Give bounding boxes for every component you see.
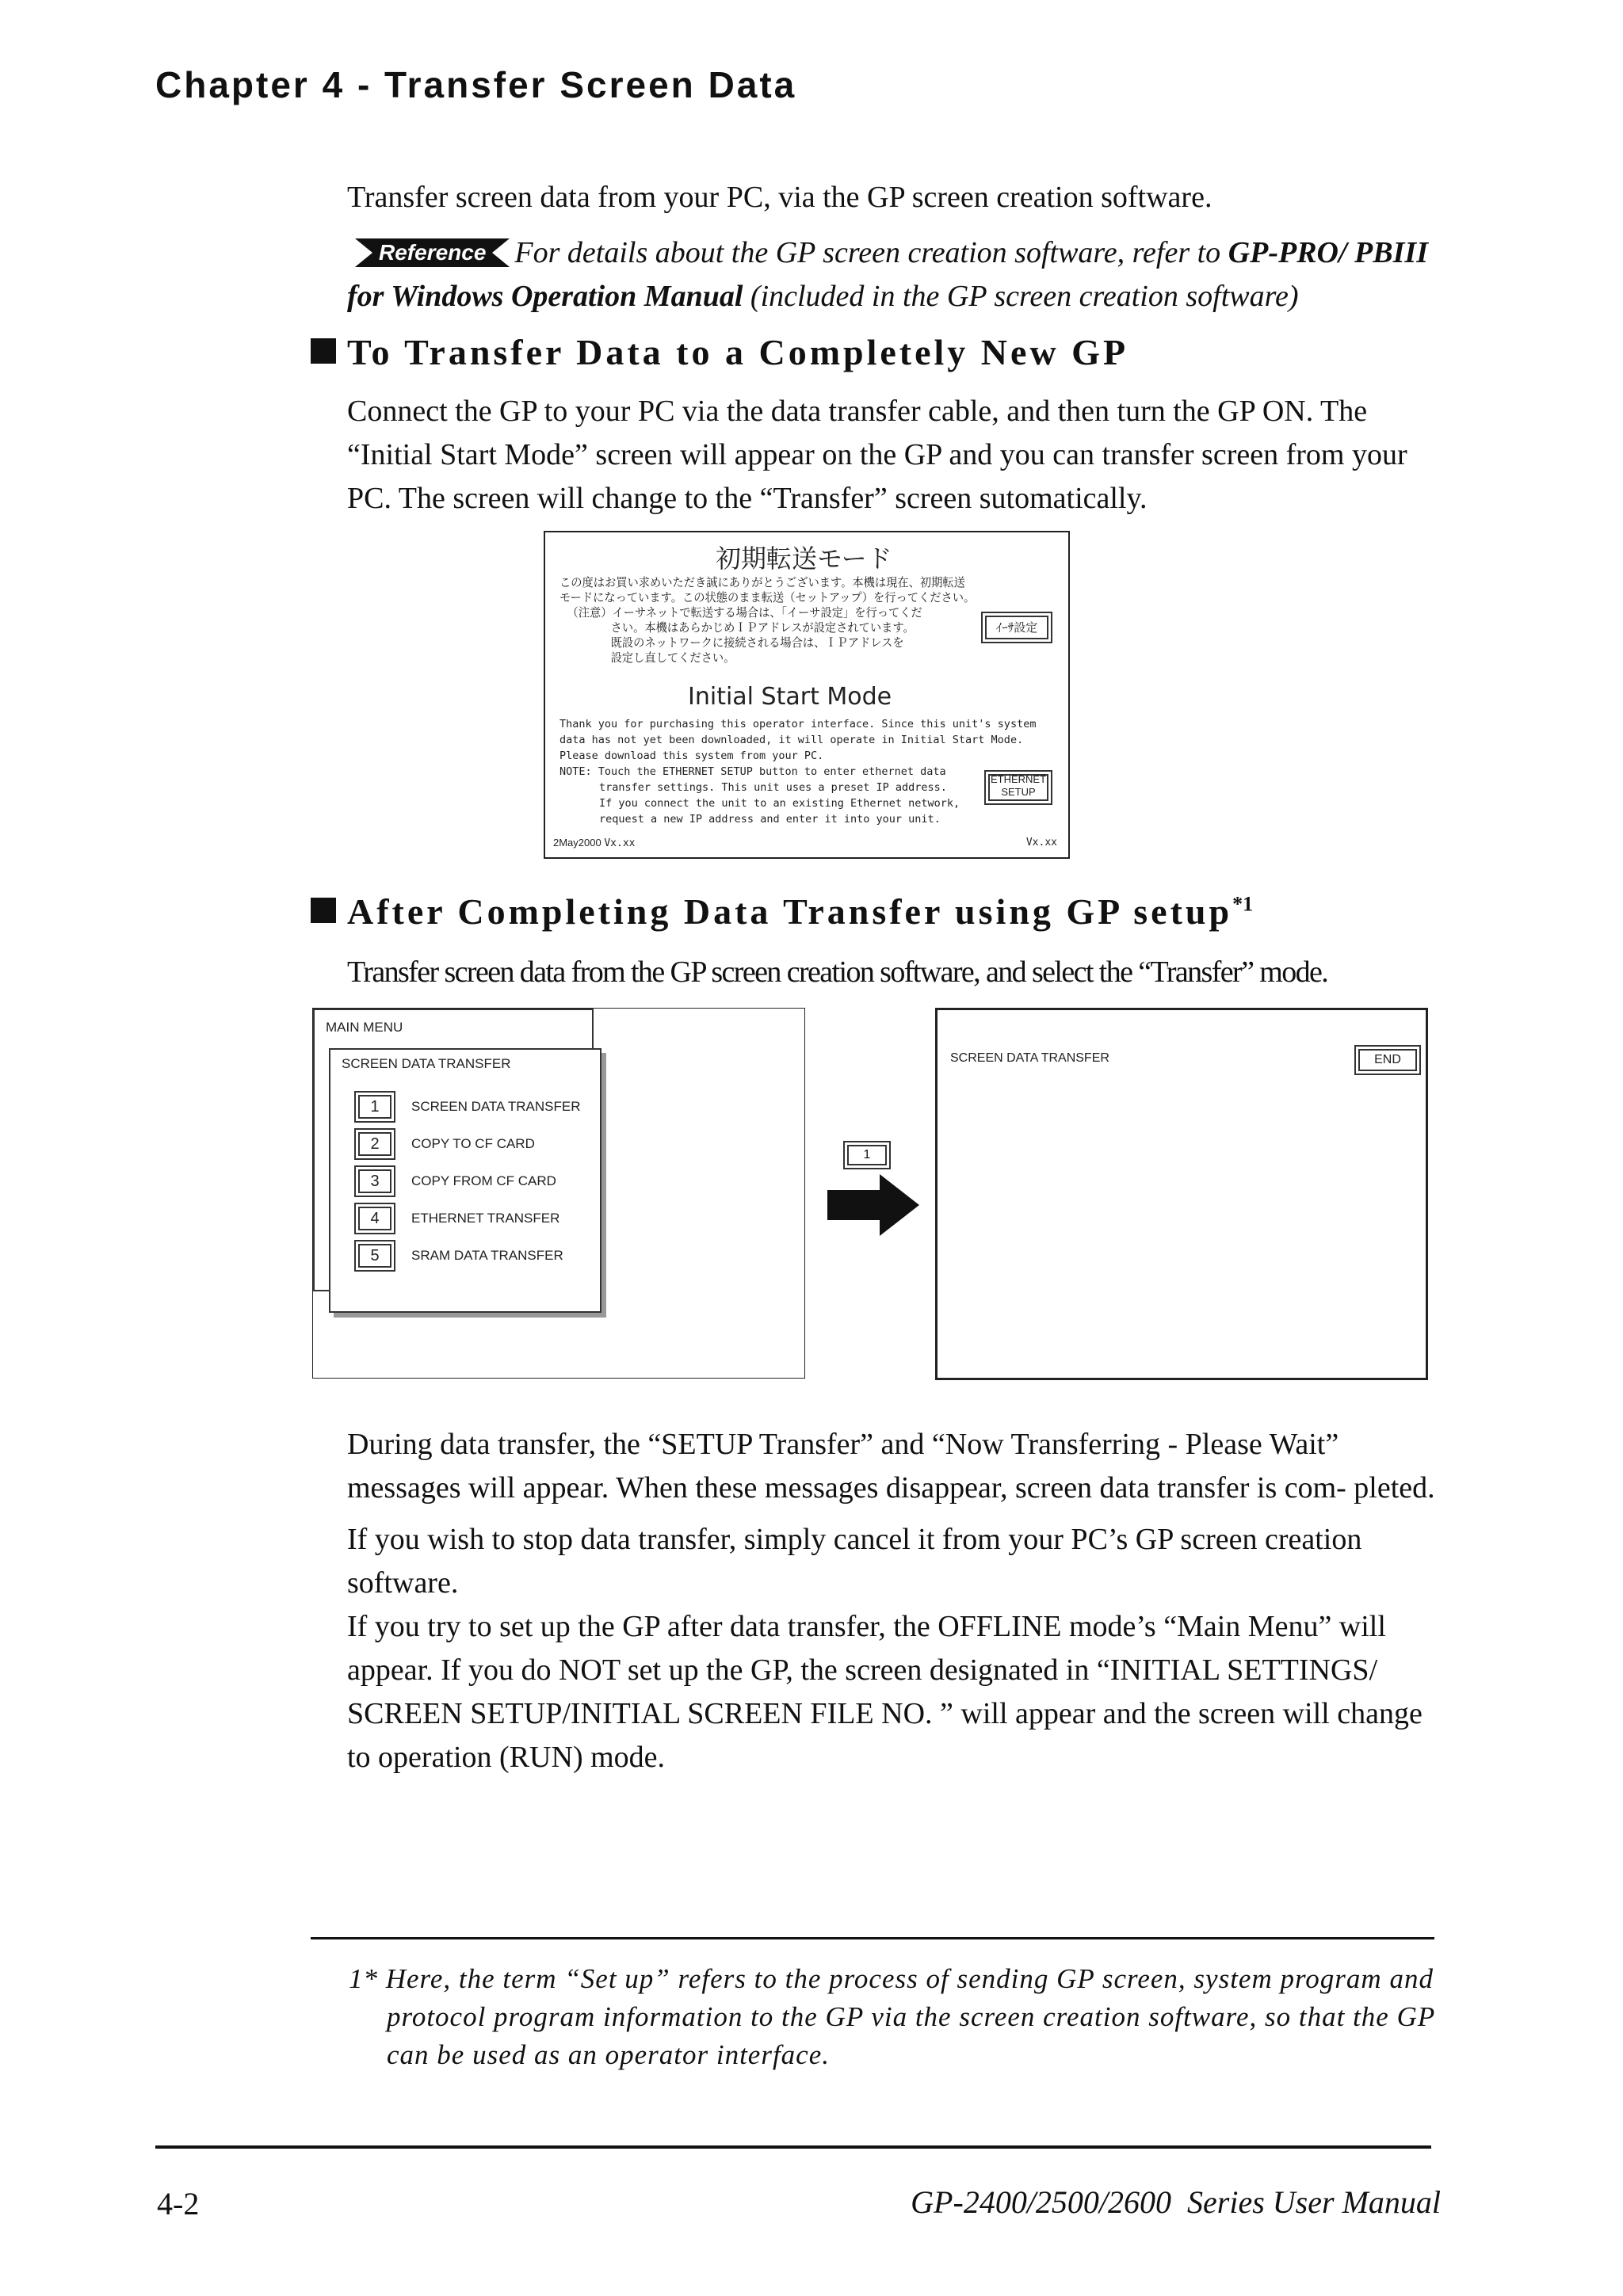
menu-item[interactable] <box>354 1240 592 1273</box>
intro-paragraph <box>347 176 1441 219</box>
en-screen-title: Initial Start Mode <box>688 683 892 711</box>
transfer-screen-title: SCREEN DATA TRANSFER <box>950 1051 1109 1065</box>
square-bullet-icon <box>311 898 336 923</box>
jp-line: 既設のネットワークに接続される場合は、ＩＰアドレスを <box>610 635 904 650</box>
en-line: Please download this system from your PC. <box>559 749 824 762</box>
section-heading-text: After Completing Data Transfer using GP setup <box>347 891 1233 932</box>
menu-item-number[interactable]: 4 <box>354 1203 395 1234</box>
reference-post: (included in the GP screen creation software) <box>743 280 1299 313</box>
screen-data-transfer-window <box>329 1048 601 1313</box>
menu-item[interactable] <box>354 1203 592 1236</box>
reference-badge: Reference <box>355 238 510 267</box>
transfer-progress-paragraph: During data transfer, the “SETUP Transfer” and “Now Transferring - Please Wait” messages will appear. When these messages disappear, screen data transfer is com- pleted. <box>347 1428 1435 1505</box>
square-bullet-icon <box>311 338 336 364</box>
build-date: 2May2000 Vx.xx <box>553 837 636 849</box>
footnote-divider <box>311 1937 1434 1939</box>
menu-item-number[interactable]: 1 <box>354 1091 395 1123</box>
jp-line: さい。本機はあらかじめＩＰアドレスが設定されています。 <box>610 620 915 635</box>
end-button[interactable]: END <box>1354 1045 1421 1075</box>
footnote-marker: *1 <box>1232 892 1254 916</box>
menu-item[interactable] <box>354 1128 592 1161</box>
right-arrow-icon <box>824 1171 922 1239</box>
menu-item[interactable] <box>354 1091 592 1124</box>
menu-item-label: SRAM DATA TRANSFER <box>411 1248 563 1263</box>
reference-note <box>347 231 1449 318</box>
version-left: Vx.xx <box>604 837 636 849</box>
ethernet-settings-jp-button[interactable]: ｲｰｻ設定 <box>981 612 1052 643</box>
screen-data-transfer-screen <box>935 1008 1428 1380</box>
menu-item-label: SCREEN DATA TRANSFER <box>411 1099 581 1114</box>
main-menu-label: MAIN MENU <box>326 1020 403 1035</box>
page-number: 4-2 <box>157 2186 200 2222</box>
section1-paragraph <box>347 390 1441 521</box>
section-heading-new-gp <box>311 331 1128 373</box>
en-line: Thank you for purchasing this operator interface. Since this unit's system <box>559 718 1037 730</box>
jp-line: 設定し直してください。 <box>610 650 735 665</box>
after-transfer-paragraph: If you try to set up the GP after data transfer, the OFFLINE mode’s “Main Menu” will appear. If you do NOT set up the GP, the screen designated in “INITIAL SETTINGS/ SCREEN SETUP/INITIAL SCREEN FILE NO. ” will appear and the screen will change to operation (RUN) mode. <box>347 1610 1423 1774</box>
key-1-button[interactable]: 1 <box>843 1141 891 1169</box>
section-heading-after-transfer <box>311 891 1253 933</box>
menu-item-label: COPY FROM CF CARD <box>411 1173 556 1188</box>
ethernet-setup-label: SETUP <box>1001 786 1036 798</box>
ethernet-setup-button[interactable] <box>984 770 1052 805</box>
section-heading-text: To Transfer Data to a Completely New GP <box>347 332 1129 372</box>
section2-paragraph <box>347 951 1441 994</box>
initial-start-mode-screen <box>544 531 1070 859</box>
reference-manual-title: GP-PRO/ PBIII for Windows Operation Manual <box>347 236 1428 313</box>
ethernet-setup-label: ETHERNET <box>990 773 1047 785</box>
section3-text <box>347 1423 1441 1779</box>
cancel-transfer-paragraph: If you wish to stop data transfer, simply cancel it from your PC’s GP screen creation software. <box>347 1523 1362 1600</box>
en-line: request a new IP address and enter it into your unit. <box>599 813 941 826</box>
en-line: data has not yet been downloaded, it will operate in Initial Start Mode. <box>559 734 1024 746</box>
menu-item[interactable] <box>354 1165 592 1199</box>
main-menu-screen <box>312 1008 805 1379</box>
section2-text: Transfer screen data from the GP screen creation software, and select the “Transfer” mode. <box>347 955 1328 989</box>
menu-item-number[interactable]: 3 <box>354 1165 395 1197</box>
submenu-title: SCREEN DATA TRANSFER <box>342 1056 511 1071</box>
en-line: transfer settings. This unit uses a preset IP address. <box>599 781 947 794</box>
footnote-text: 1* Here, the term “Set up” refers to the process of sending GP screen, system program and protocol program information to the GP via the screen creation software, so that the GP can be used as an operator interface. <box>349 1963 1435 2070</box>
menu-item-number[interactable]: 2 <box>354 1128 395 1160</box>
footnote <box>349 1960 1442 2074</box>
jp-line: この度はお買い求めいただき誠にありがとうございます。本機は現在、初期転送 <box>559 575 965 589</box>
jp-line: モードになっています。この状態のまま転送（セットアップ）を行ってください。 <box>559 590 976 605</box>
menu-item-number[interactable]: 5 <box>354 1240 395 1272</box>
jp-screen-title: 初期転送モード <box>716 543 892 574</box>
en-message <box>559 716 1036 827</box>
reference-pre: For details about the GP screen creation software, refer to <box>514 236 1228 269</box>
footer-divider <box>155 2145 1431 2149</box>
intro-text: Transfer screen data from your PC, via the GP screen creation software. <box>347 181 1212 214</box>
chapter-title: Chapter 4 - Transfer Screen Data <box>155 64 797 105</box>
manual-name: GP-2400/2500/2600 Series User Manual <box>911 2184 1441 2220</box>
menu-item-label: ETHERNET TRANSFER <box>411 1211 560 1226</box>
jp-line: （注意）イーサネットで転送する場合は、「イーサ設定」を行ってくだ <box>567 605 922 620</box>
en-line: If you connect the unit to an existing Ethernet network, <box>599 797 960 810</box>
section1-text: Connect the GP to your PC via the data transfer cable, and then turn the GP ON. The “Initial Start Mode” screen will appear on the GP and you can transfer screen from your PC. The screen will change to the “Transfer” screen sutomatically. <box>347 395 1407 515</box>
menu-item-label: COPY TO CF CARD <box>411 1136 535 1151</box>
jp-message <box>559 575 975 666</box>
en-line: NOTE: Touch the ETHERNET SETUP button to enter ethernet data <box>559 765 946 778</box>
version-right: Vx.xx <box>1025 837 1057 849</box>
